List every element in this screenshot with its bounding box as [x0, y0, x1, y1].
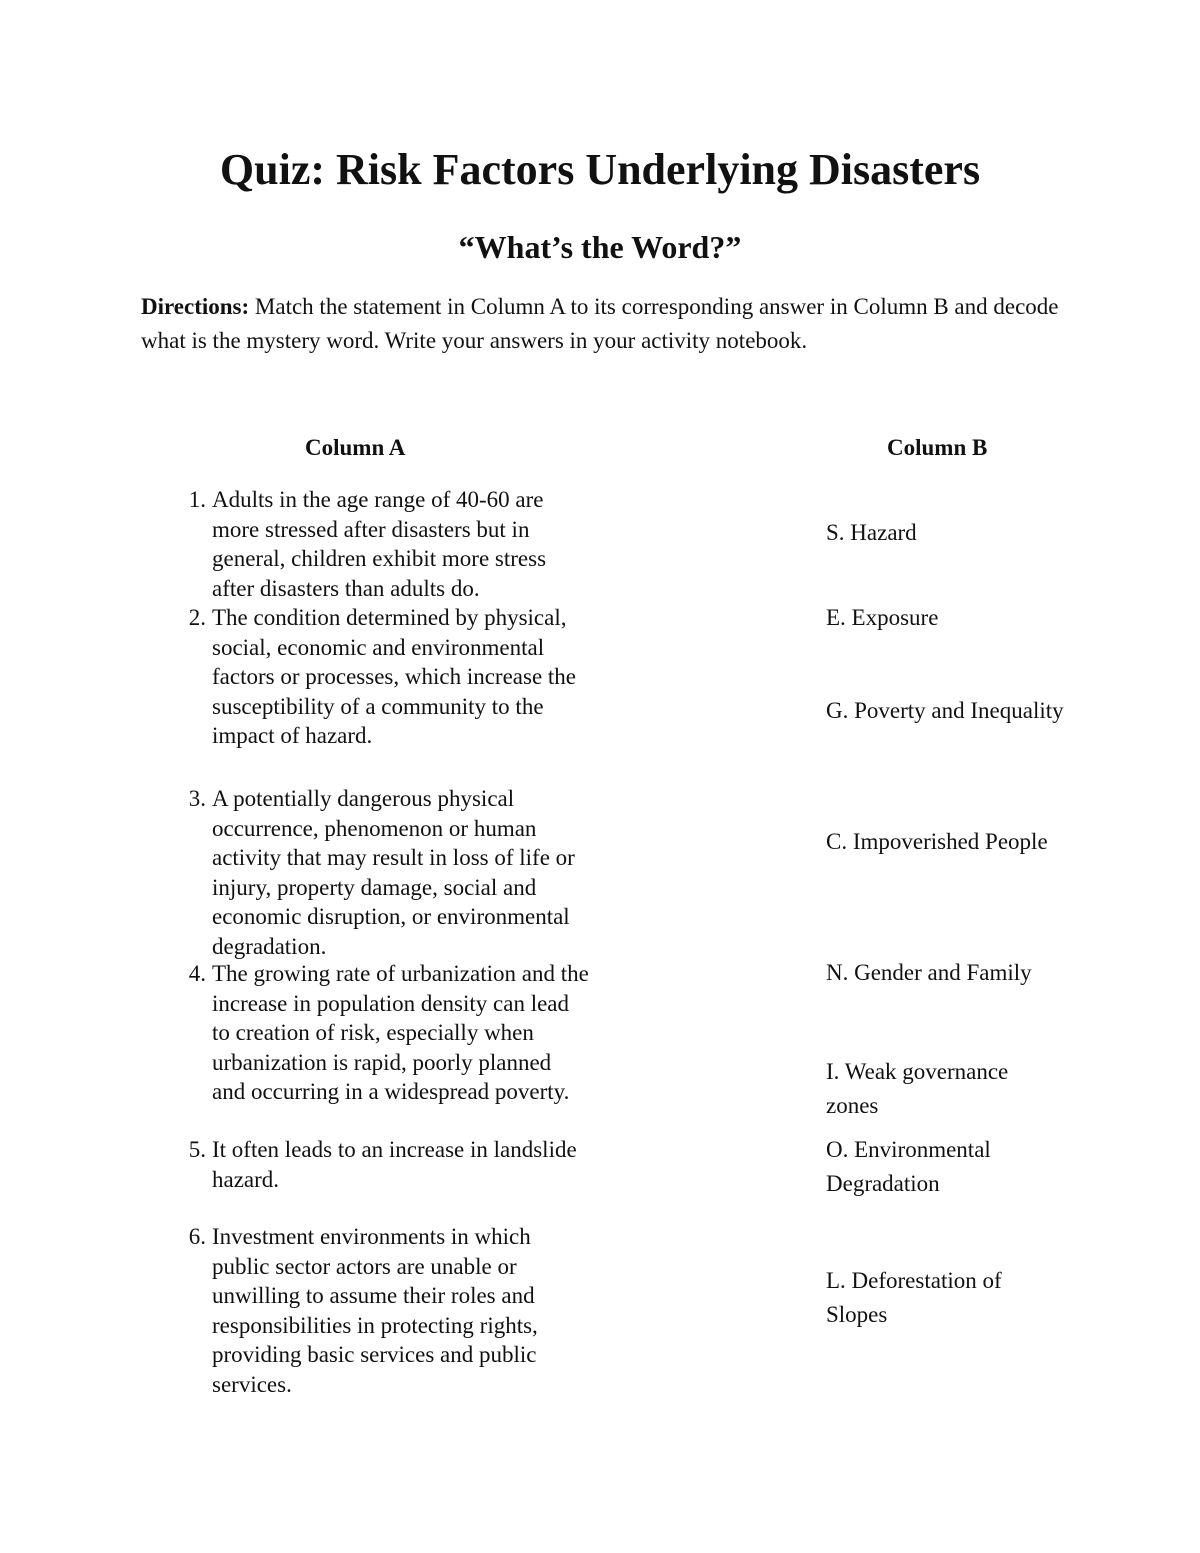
- directions-label: Directions:: [141, 294, 250, 319]
- column-b-item-c: C. Impoverished People: [826, 829, 1048, 854]
- column-b-item-o: O. Environmental Degradation: [826, 1137, 991, 1196]
- column-a-item-5: [170, 1135, 590, 1194]
- column-a-item-2: [170, 603, 590, 751]
- item-number: 4.: [188, 961, 206, 986]
- column-b-item-l: L. Deforestation of Slopes: [826, 1268, 1002, 1327]
- item-number: 3.: [188, 786, 206, 811]
- item-text: It often leads to an increase in landslide hazard.: [212, 1137, 577, 1192]
- item-number: 6.: [188, 1224, 206, 1249]
- column-b-item-n: N. Gender and Family: [826, 960, 1032, 985]
- item-text: A potentially dangerous physical occurrence, phenomenon or human activity that may result in loss of life or injury, property damage, social and economic disruption, or environmental degradation.: [212, 786, 575, 959]
- page-title: Quiz: Risk Factors Underlying Disasters: [219, 145, 981, 194]
- directions-paragraph: [141, 290, 1081, 358]
- column-a-heading: Column A: [305, 435, 406, 460]
- page-subtitle: “What’s the Word?”: [458, 229, 742, 265]
- column-b-heading: Column B: [887, 435, 988, 460]
- column-a-item-4: [170, 959, 590, 1107]
- column-b-item-i: I. Weak governance zones: [826, 1059, 1009, 1118]
- column-a-item-3: [170, 784, 590, 961]
- item-text: Adults in the age range of 40-60 are more stressed after disasters but in general, children exhibit more stress after disasters than adults do.: [212, 487, 547, 601]
- column-a-item-6: [170, 1222, 590, 1399]
- item-text: Investment environments in which public sector actors are unable or unwilling to assume their roles and responsibilities in protecting rights, providing basic services and public services.: [212, 1224, 538, 1397]
- column-b-item-s: S. Hazard: [826, 520, 917, 545]
- item-number: 1.: [188, 487, 206, 512]
- column-a-item-1: [170, 485, 590, 603]
- item-number: 2.: [188, 605, 206, 630]
- column-b-item-g: G. Poverty and Inequality: [826, 698, 1064, 723]
- directions-text: Match the statement in Column A to its corresponding answer in Column B and decode what is the mystery word. Write your answers in your activity notebook.: [141, 294, 1059, 353]
- item-number: 5.: [188, 1137, 206, 1162]
- item-text: The condition determined by physical, social, economic and environmental factors or processes, which increase the susceptibility of a community to the impact of hazard.: [212, 605, 577, 748]
- item-text: The growing rate of urbanization and the increase in population density can lead to creation of risk, especially when urbanization is rapid, poorly planned and occurring in a widespread poverty.: [212, 961, 589, 1104]
- column-b-item-e: E. Exposure: [826, 605, 939, 630]
